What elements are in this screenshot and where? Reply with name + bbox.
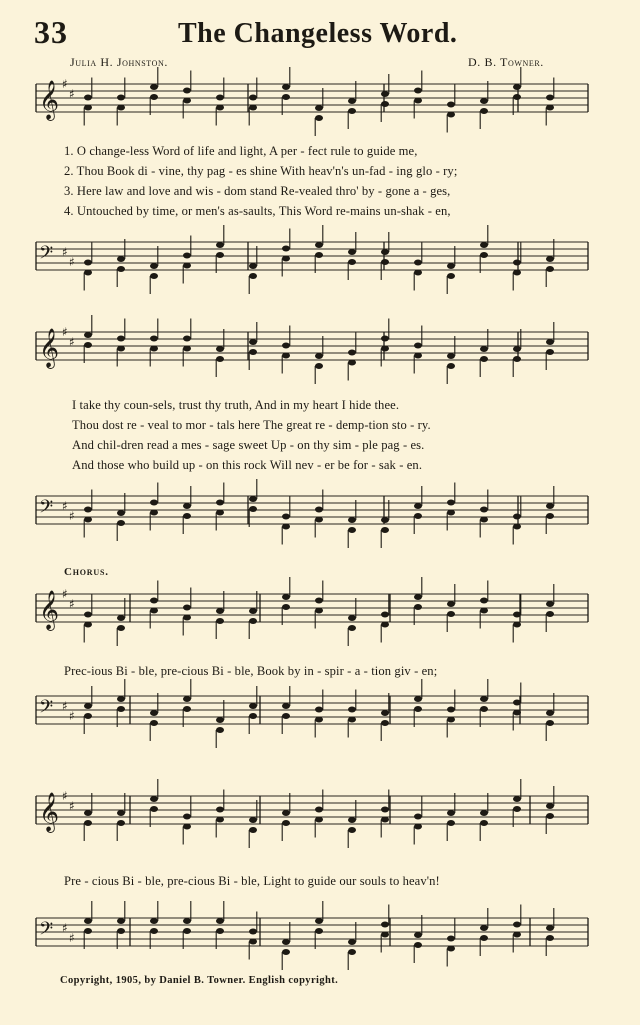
note-head bbox=[480, 346, 488, 352]
note-head bbox=[117, 346, 125, 352]
note-head bbox=[381, 101, 389, 107]
note-head bbox=[315, 517, 323, 523]
note-head bbox=[216, 356, 224, 362]
note-head bbox=[513, 922, 521, 928]
note-head bbox=[480, 98, 488, 104]
note-head bbox=[381, 612, 389, 618]
note-head bbox=[183, 605, 191, 611]
note-head bbox=[84, 332, 92, 338]
verse-2-line-1: 2. Thou Book di - vine, thy pag - es shine With heav'n's un-fad - ing glo - ry; bbox=[64, 164, 458, 178]
note-head bbox=[348, 817, 356, 823]
note-head bbox=[381, 527, 389, 533]
note-head bbox=[84, 270, 92, 276]
note-head bbox=[447, 820, 455, 826]
note-head bbox=[117, 820, 125, 826]
note-head bbox=[150, 720, 158, 726]
note-head bbox=[480, 925, 488, 931]
note-head bbox=[183, 615, 191, 621]
note-head bbox=[216, 510, 224, 516]
bass-clef-icon: 𝄢 bbox=[39, 697, 54, 722]
treble-clef-icon: 𝄞 bbox=[39, 80, 60, 120]
note-head bbox=[315, 363, 323, 369]
note-head bbox=[381, 249, 389, 255]
sharp-icon: ♯ bbox=[62, 325, 68, 339]
note-head bbox=[348, 108, 356, 114]
note-head bbox=[447, 500, 455, 506]
note-head bbox=[513, 260, 521, 266]
note-head bbox=[480, 935, 488, 941]
note-head bbox=[315, 928, 323, 934]
note-head bbox=[117, 918, 125, 924]
note-head bbox=[546, 266, 554, 272]
note-head bbox=[117, 928, 125, 934]
note-head bbox=[414, 260, 422, 266]
note-head bbox=[414, 98, 422, 104]
note-head bbox=[183, 814, 191, 820]
note-head bbox=[150, 918, 158, 924]
note-head bbox=[282, 524, 290, 530]
note-head bbox=[282, 343, 290, 349]
note-head bbox=[315, 608, 323, 614]
note-head bbox=[381, 517, 389, 523]
note-head bbox=[480, 252, 488, 258]
note-head bbox=[183, 336, 191, 342]
sharp-icon: ♯ bbox=[69, 709, 75, 723]
note-head bbox=[249, 618, 257, 624]
verse-2-line-2: Thou dost re - veal to mor - tals here The great re - demp-tion sto - ry. bbox=[72, 418, 431, 432]
note-head bbox=[282, 256, 290, 262]
verse-3-line-1: 3. Here law and love and wis - dom stand Re-vealed thro' by - gone a - ges, bbox=[64, 184, 451, 198]
note-head bbox=[183, 824, 191, 830]
note-head bbox=[216, 608, 224, 614]
staff bbox=[36, 479, 588, 548]
note-head bbox=[249, 349, 257, 355]
note-head bbox=[117, 615, 125, 621]
note-head bbox=[546, 513, 554, 519]
note-head bbox=[348, 939, 356, 945]
note-head bbox=[84, 105, 92, 111]
note-head bbox=[480, 810, 488, 816]
note-head bbox=[117, 510, 125, 516]
note-head bbox=[513, 622, 521, 628]
note-head bbox=[84, 95, 92, 101]
note-head bbox=[315, 817, 323, 823]
note-head bbox=[84, 612, 92, 618]
sharp-icon: ♯ bbox=[62, 699, 68, 713]
note-head bbox=[84, 713, 92, 719]
note-head bbox=[315, 707, 323, 713]
author-credit: Julia H. Johnston. bbox=[70, 55, 168, 69]
note-head bbox=[150, 796, 158, 802]
note-head bbox=[150, 94, 158, 100]
note-head bbox=[348, 360, 356, 366]
note-head bbox=[348, 615, 356, 621]
note-head bbox=[348, 625, 356, 631]
note-head bbox=[348, 527, 356, 533]
note-head bbox=[150, 710, 158, 716]
note-head bbox=[84, 820, 92, 826]
note-head bbox=[117, 625, 125, 631]
sharp-icon: ♯ bbox=[69, 509, 75, 523]
note-head bbox=[315, 918, 323, 924]
treble-clef-icon: 𝄞 bbox=[39, 590, 60, 630]
note-head bbox=[513, 270, 521, 276]
note-head bbox=[150, 263, 158, 269]
note-head bbox=[150, 806, 158, 812]
note-head bbox=[282, 949, 290, 955]
note-head bbox=[447, 273, 455, 279]
note-head bbox=[480, 696, 488, 702]
note-head bbox=[348, 249, 356, 255]
note-head bbox=[381, 346, 389, 352]
note-head bbox=[513, 524, 521, 530]
note-head bbox=[117, 520, 125, 526]
note-head bbox=[183, 513, 191, 519]
sharp-icon: ♯ bbox=[62, 587, 68, 601]
note-head bbox=[150, 500, 158, 506]
note-head bbox=[249, 608, 257, 614]
note-head bbox=[513, 806, 521, 812]
note-head bbox=[117, 810, 125, 816]
note-head bbox=[447, 112, 455, 118]
staff bbox=[36, 315, 588, 384]
note-head bbox=[513, 84, 521, 90]
note-head bbox=[315, 242, 323, 248]
note-head bbox=[282, 84, 290, 90]
treble-clef-icon: 𝄞 bbox=[39, 792, 60, 832]
note-head bbox=[249, 713, 257, 719]
note-head bbox=[216, 105, 224, 111]
note-head bbox=[546, 935, 554, 941]
note-head bbox=[150, 598, 158, 604]
note-head bbox=[282, 246, 290, 252]
staff bbox=[36, 67, 588, 136]
note-head bbox=[249, 703, 257, 709]
chorus-label: Chorus. bbox=[64, 566, 109, 578]
note-head bbox=[315, 717, 323, 723]
note-head bbox=[183, 346, 191, 352]
verse-3-line-2: And chil-dren read a mes - sage sweet Up - on thy sim - ple pag - es. bbox=[72, 438, 425, 452]
note-head bbox=[216, 918, 224, 924]
note-head bbox=[282, 353, 290, 359]
treble-clef-icon: 𝄞 bbox=[39, 328, 60, 368]
note-head bbox=[480, 507, 488, 513]
note-head bbox=[546, 813, 554, 819]
bass-clef-icon: 𝄢 bbox=[39, 497, 54, 522]
staff bbox=[36, 679, 588, 748]
note-head bbox=[513, 356, 521, 362]
chorus-lyric-line-1: Prec-ious Bi - ble, pre-cious Bi - ble, Book by in - spir - a - tion giv - en; bbox=[64, 664, 438, 678]
note-head bbox=[546, 601, 554, 607]
note-head bbox=[546, 611, 554, 617]
note-head bbox=[117, 256, 125, 262]
note-head bbox=[414, 696, 422, 702]
sharp-icon: ♯ bbox=[69, 87, 75, 101]
note-head bbox=[282, 94, 290, 100]
note-head bbox=[513, 700, 521, 706]
note-head bbox=[381, 91, 389, 97]
note-head bbox=[117, 696, 125, 702]
note-head bbox=[414, 270, 422, 276]
note-head bbox=[381, 622, 389, 628]
note-head bbox=[84, 928, 92, 934]
note-head bbox=[315, 807, 323, 813]
bass-clef-icon: 𝄢 bbox=[39, 243, 54, 268]
note-head bbox=[183, 928, 191, 934]
note-head bbox=[249, 929, 257, 935]
note-head bbox=[381, 710, 389, 716]
note-head bbox=[348, 98, 356, 104]
note-head bbox=[447, 601, 455, 607]
note-head bbox=[480, 706, 488, 712]
note-head bbox=[546, 339, 554, 345]
note-head bbox=[84, 342, 92, 348]
verse-1-line-1: 1. O change-less Word of life and light, A per - fect rule to guide me, bbox=[64, 144, 418, 158]
note-head bbox=[414, 513, 422, 519]
note-head bbox=[348, 827, 356, 833]
note-head bbox=[249, 817, 257, 823]
note-head bbox=[381, 259, 389, 265]
note-head bbox=[348, 517, 356, 523]
staff bbox=[36, 577, 588, 646]
sharp-icon: ♯ bbox=[69, 931, 75, 945]
note-head bbox=[84, 622, 92, 628]
note-head bbox=[546, 925, 554, 931]
note-head bbox=[513, 612, 521, 618]
note-head bbox=[249, 105, 257, 111]
note-head bbox=[216, 95, 224, 101]
sharp-icon: ♯ bbox=[62, 921, 68, 935]
note-head bbox=[216, 618, 224, 624]
hymn-number: 33 bbox=[34, 14, 68, 50]
sharp-icon: ♯ bbox=[62, 77, 68, 91]
note-head bbox=[447, 707, 455, 713]
note-head bbox=[216, 242, 224, 248]
note-head bbox=[447, 510, 455, 516]
note-head bbox=[183, 918, 191, 924]
note-head bbox=[150, 608, 158, 614]
note-head bbox=[480, 242, 488, 248]
note-head bbox=[216, 807, 224, 813]
note-head bbox=[249, 263, 257, 269]
note-head bbox=[117, 95, 125, 101]
note-head bbox=[414, 942, 422, 948]
note-head bbox=[282, 604, 290, 610]
note-head bbox=[117, 336, 125, 342]
composer-credit: D. B. Towner. bbox=[468, 55, 544, 69]
note-head bbox=[282, 713, 290, 719]
note-head bbox=[315, 507, 323, 513]
note-head bbox=[348, 717, 356, 723]
note-head bbox=[480, 108, 488, 114]
staff bbox=[36, 779, 588, 848]
note-head bbox=[150, 928, 158, 934]
note-head bbox=[546, 105, 554, 111]
note-head bbox=[546, 710, 554, 716]
note-head bbox=[414, 343, 422, 349]
note-head bbox=[216, 500, 224, 506]
note-head bbox=[381, 720, 389, 726]
note-head bbox=[84, 507, 92, 513]
note-head bbox=[414, 706, 422, 712]
note-head bbox=[84, 810, 92, 816]
note-head bbox=[216, 346, 224, 352]
note-head bbox=[513, 796, 521, 802]
note-head bbox=[447, 102, 455, 108]
note-head bbox=[447, 810, 455, 816]
bass-clef-icon: 𝄢 bbox=[39, 919, 54, 944]
note-head bbox=[381, 336, 389, 342]
note-head bbox=[546, 503, 554, 509]
note-head bbox=[414, 824, 422, 830]
note-head bbox=[150, 336, 158, 342]
note-head bbox=[216, 928, 224, 934]
note-head bbox=[249, 827, 257, 833]
note-head bbox=[414, 353, 422, 359]
note-head bbox=[513, 932, 521, 938]
note-head bbox=[447, 611, 455, 617]
note-head bbox=[183, 503, 191, 509]
note-head bbox=[315, 598, 323, 604]
note-head bbox=[513, 94, 521, 100]
sharp-icon: ♯ bbox=[69, 799, 75, 813]
note-head bbox=[282, 514, 290, 520]
note-head bbox=[84, 918, 92, 924]
note-head bbox=[150, 346, 158, 352]
note-head bbox=[84, 517, 92, 523]
note-head bbox=[282, 939, 290, 945]
note-head bbox=[381, 922, 389, 928]
chorus-lyric-line-2: Pre - cious Bi - ble, pre-cious Bi - ble, Light to guide our souls to heav'n! bbox=[64, 874, 440, 888]
note-head bbox=[249, 506, 257, 512]
note-head bbox=[513, 710, 521, 716]
sharp-icon: ♯ bbox=[69, 597, 75, 611]
note-head bbox=[513, 346, 521, 352]
note-head bbox=[315, 105, 323, 111]
note-head bbox=[381, 807, 389, 813]
verse-4-line-1: 4. Untouched by time, or men's as-saults, This Word re-mains un-shak - en, bbox=[64, 204, 451, 218]
note-head bbox=[480, 820, 488, 826]
verse-1-line-2: I take thy coun-sels, trust thy truth, And in my heart I hide thee. bbox=[72, 398, 400, 412]
note-head bbox=[513, 514, 521, 520]
note-head bbox=[249, 496, 257, 502]
note-head bbox=[183, 88, 191, 94]
note-head bbox=[150, 273, 158, 279]
note-head bbox=[414, 594, 422, 600]
note-head bbox=[348, 949, 356, 955]
note-head bbox=[117, 266, 125, 272]
note-head bbox=[381, 932, 389, 938]
note-head bbox=[381, 817, 389, 823]
note-head bbox=[117, 105, 125, 111]
note-head bbox=[480, 598, 488, 604]
note-head bbox=[183, 706, 191, 712]
note-head bbox=[315, 252, 323, 258]
note-head bbox=[282, 810, 290, 816]
note-head bbox=[150, 84, 158, 90]
note-head bbox=[249, 273, 257, 279]
sharp-icon: ♯ bbox=[62, 789, 68, 803]
note-head bbox=[447, 363, 455, 369]
note-head bbox=[249, 939, 257, 945]
note-head bbox=[447, 263, 455, 269]
note-head bbox=[117, 706, 125, 712]
note-head bbox=[249, 95, 257, 101]
note-head bbox=[216, 727, 224, 733]
note-head bbox=[348, 259, 356, 265]
note-head bbox=[546, 803, 554, 809]
note-head bbox=[480, 356, 488, 362]
note-head bbox=[282, 703, 290, 709]
note-head bbox=[414, 814, 422, 820]
note-head bbox=[348, 707, 356, 713]
note-head bbox=[84, 260, 92, 266]
sharp-icon: ♯ bbox=[62, 245, 68, 259]
note-head bbox=[216, 717, 224, 723]
note-head bbox=[414, 604, 422, 610]
staff bbox=[36, 901, 588, 970]
note-head bbox=[414, 932, 422, 938]
note-head bbox=[546, 256, 554, 262]
note-head bbox=[546, 349, 554, 355]
note-head bbox=[216, 252, 224, 258]
note-head bbox=[447, 946, 455, 952]
note-head bbox=[447, 936, 455, 942]
note-head bbox=[183, 98, 191, 104]
note-head bbox=[447, 353, 455, 359]
note-head bbox=[150, 510, 158, 516]
note-head bbox=[216, 817, 224, 823]
note-head bbox=[480, 517, 488, 523]
verse-4-line-2: And those who build up - on this rock Will nev - er be for - sak - en. bbox=[72, 458, 423, 472]
note-head bbox=[414, 503, 422, 509]
staff bbox=[36, 225, 588, 294]
sharp-icon: ♯ bbox=[69, 335, 75, 349]
note-head bbox=[183, 253, 191, 259]
note-head bbox=[183, 263, 191, 269]
note-head bbox=[282, 594, 290, 600]
note-head bbox=[414, 88, 422, 94]
hymn-title: The Changeless Word. bbox=[178, 18, 458, 49]
note-head bbox=[480, 608, 488, 614]
note-head bbox=[183, 696, 191, 702]
note-head bbox=[546, 95, 554, 101]
note-head bbox=[282, 820, 290, 826]
copyright-notice: Copyright, 1905, by Daniel B. Towner. English copyright. bbox=[60, 975, 339, 986]
note-head bbox=[546, 720, 554, 726]
note-head bbox=[315, 115, 323, 121]
note-head bbox=[447, 717, 455, 723]
sharp-icon: ♯ bbox=[62, 499, 68, 513]
note-head bbox=[249, 339, 257, 345]
note-head bbox=[348, 350, 356, 356]
sharp-icon: ♯ bbox=[69, 255, 75, 269]
note-head bbox=[315, 353, 323, 359]
note-head bbox=[84, 703, 92, 709]
